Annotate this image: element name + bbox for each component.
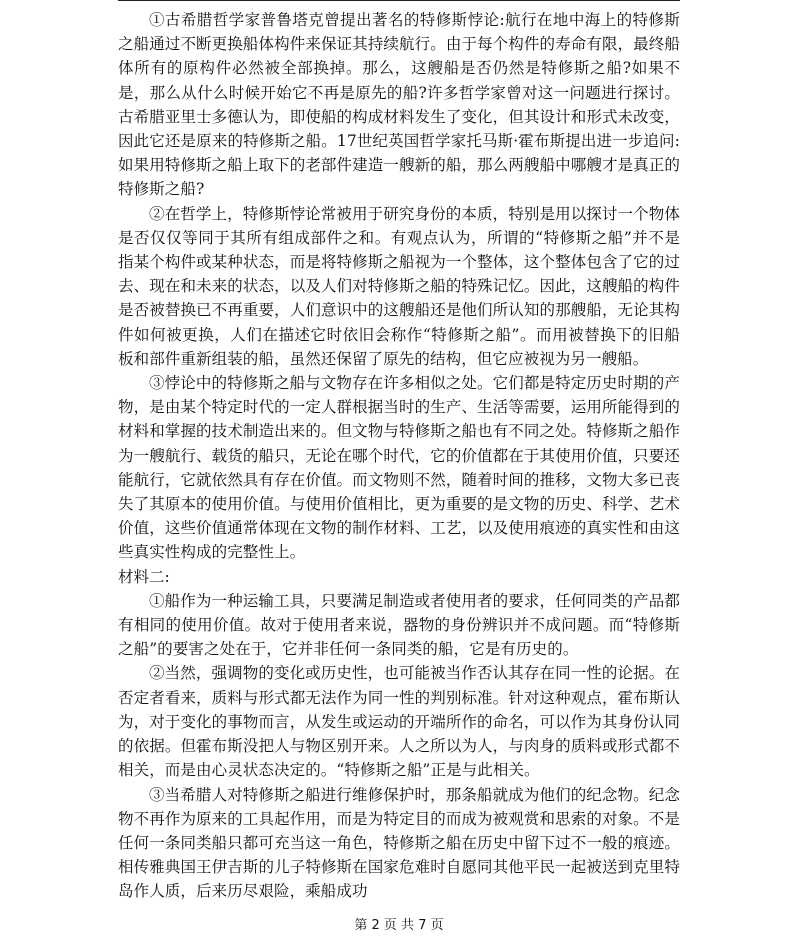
paragraph-2-1: ①船作为一种运输工具，只要满足制造或者使用者的要求，任何同类的产品都有相同的使用价值。故对于使用者来说，器物的身份辨识并不成问题。而“特修斯之船”的要害之处在于，它并非任何一条同类的船，它是有历史的。 bbox=[118, 591, 680, 659]
material-2-label: 材料二: bbox=[118, 567, 170, 586]
paragraph-1-3: ③悖论中的特修斯之船与文物存在许多相似之处。它们都是特定历史时期的产物，是由某个特定时代的一定人群根据当时的生产、生活等需要，运用所能得到的材料和掌握的技术制造出来的。但文物与特修斯之船也有不同之处。特修斯之船作为一艘航行、载货的船只，无论在哪个时代，它的价值都在于其使用价值，只要还能航行，它就依然具有存在价值。而文物则不然，随着时间的推移，文物大多已丧失了其原本的使用价值。与使用价值相比，更为重要的是文物的历史、科学、艺术价值，这些价值通常体现在文物的制作材料、工艺，以及使用痕迹的真实性和由这些真实性构成的完整性上。 bbox=[118, 374, 680, 562]
paragraph-2-2: ②当然，强调物的变化或历史性，也可能被当作否认其存在同一性的论据。在否定者看来，质料与形式都无法作为同一性的判别标准。针对这种观点，霍布斯认为，对于变化的事物而言，从发生或运动的开端所作的命名，可以作为其身份认同的依据。但霍布斯没把人与物区别开来。人之所以为人，与肉身的质料或形式都不相关，而是由心灵状态决定的。“特修斯之船”正是与此相关。 bbox=[118, 664, 680, 780]
paragraph-1-1: ①古希腊哲学家普鲁塔克曾提出著名的特修斯悖论:航行在地中海上的特修斯之船通过不断更换船体构件来保证其持续航行。由于每个构件的寿命有限，最终船体所有的原构件必然被全部换掉。那么，这艘船是否仍然是特修斯之船?如果不是，那么从什么时候开始它不再是原先的船?许多哲学家曾对这一问题进行探讨。古希腊亚里士多德认为，即使船的构成材料发生了变化，但其设计和形式未改变，因此它还是原来的特修斯之船。17世纪英国哲学家托马斯·霍布斯提出进一步追问:如果用特修斯之船上取下的老部件建造一艘新的船，那么两艘船中哪艘才是真正的特修斯之船? bbox=[118, 11, 680, 199]
page-number-footer: 第 2 页 共 7 页 bbox=[354, 918, 444, 933]
paragraph-2-3: ③当希腊人对特修斯之船进行维修保护时，那条船就成为他们的纪念物。纪念物不再作为原来的工具起作用，而是为特定目的而成为被观赏和思索的对象。不是任何一条同类船只都可充当这一角色，特修斯之船在历史中留下过不一般的痕迹。相传雅典国王伊吉斯的儿子特修斯在国家危难时自愿同其他平民一起被送到克里特岛作人质，后来历尽艰险，乘船成功 bbox=[118, 785, 680, 901]
document-body bbox=[118, 8, 680, 904]
paragraph-1-2: ②在哲学上，特修斯悖论常被用于研究身份的本质，特别是用以探讨一个物体是否仅仅等同于其所有组成部件之和。有观点认为，所谓的“特修斯之船”并不是指某个构件或某种状态，而是将特修斯之船视为一个整体，这个整体包含了它的过去、现在和未来的状态，以及人们对特修斯之船的特殊记忆。因此，这艘船的构件是否被替换已不再重要，人们意识中的这艘船还是他们所认知的那艘船，无论其构件如何被更换，人们在描述它时依旧会称作“特修斯之船”。而用被替换下的旧船板和部件重新组装的船，虽然还保留了原先的结构，但它应被视为另一艘船。 bbox=[118, 204, 680, 368]
top-border-line bbox=[118, 0, 680, 1]
document-page bbox=[118, 0, 680, 952]
